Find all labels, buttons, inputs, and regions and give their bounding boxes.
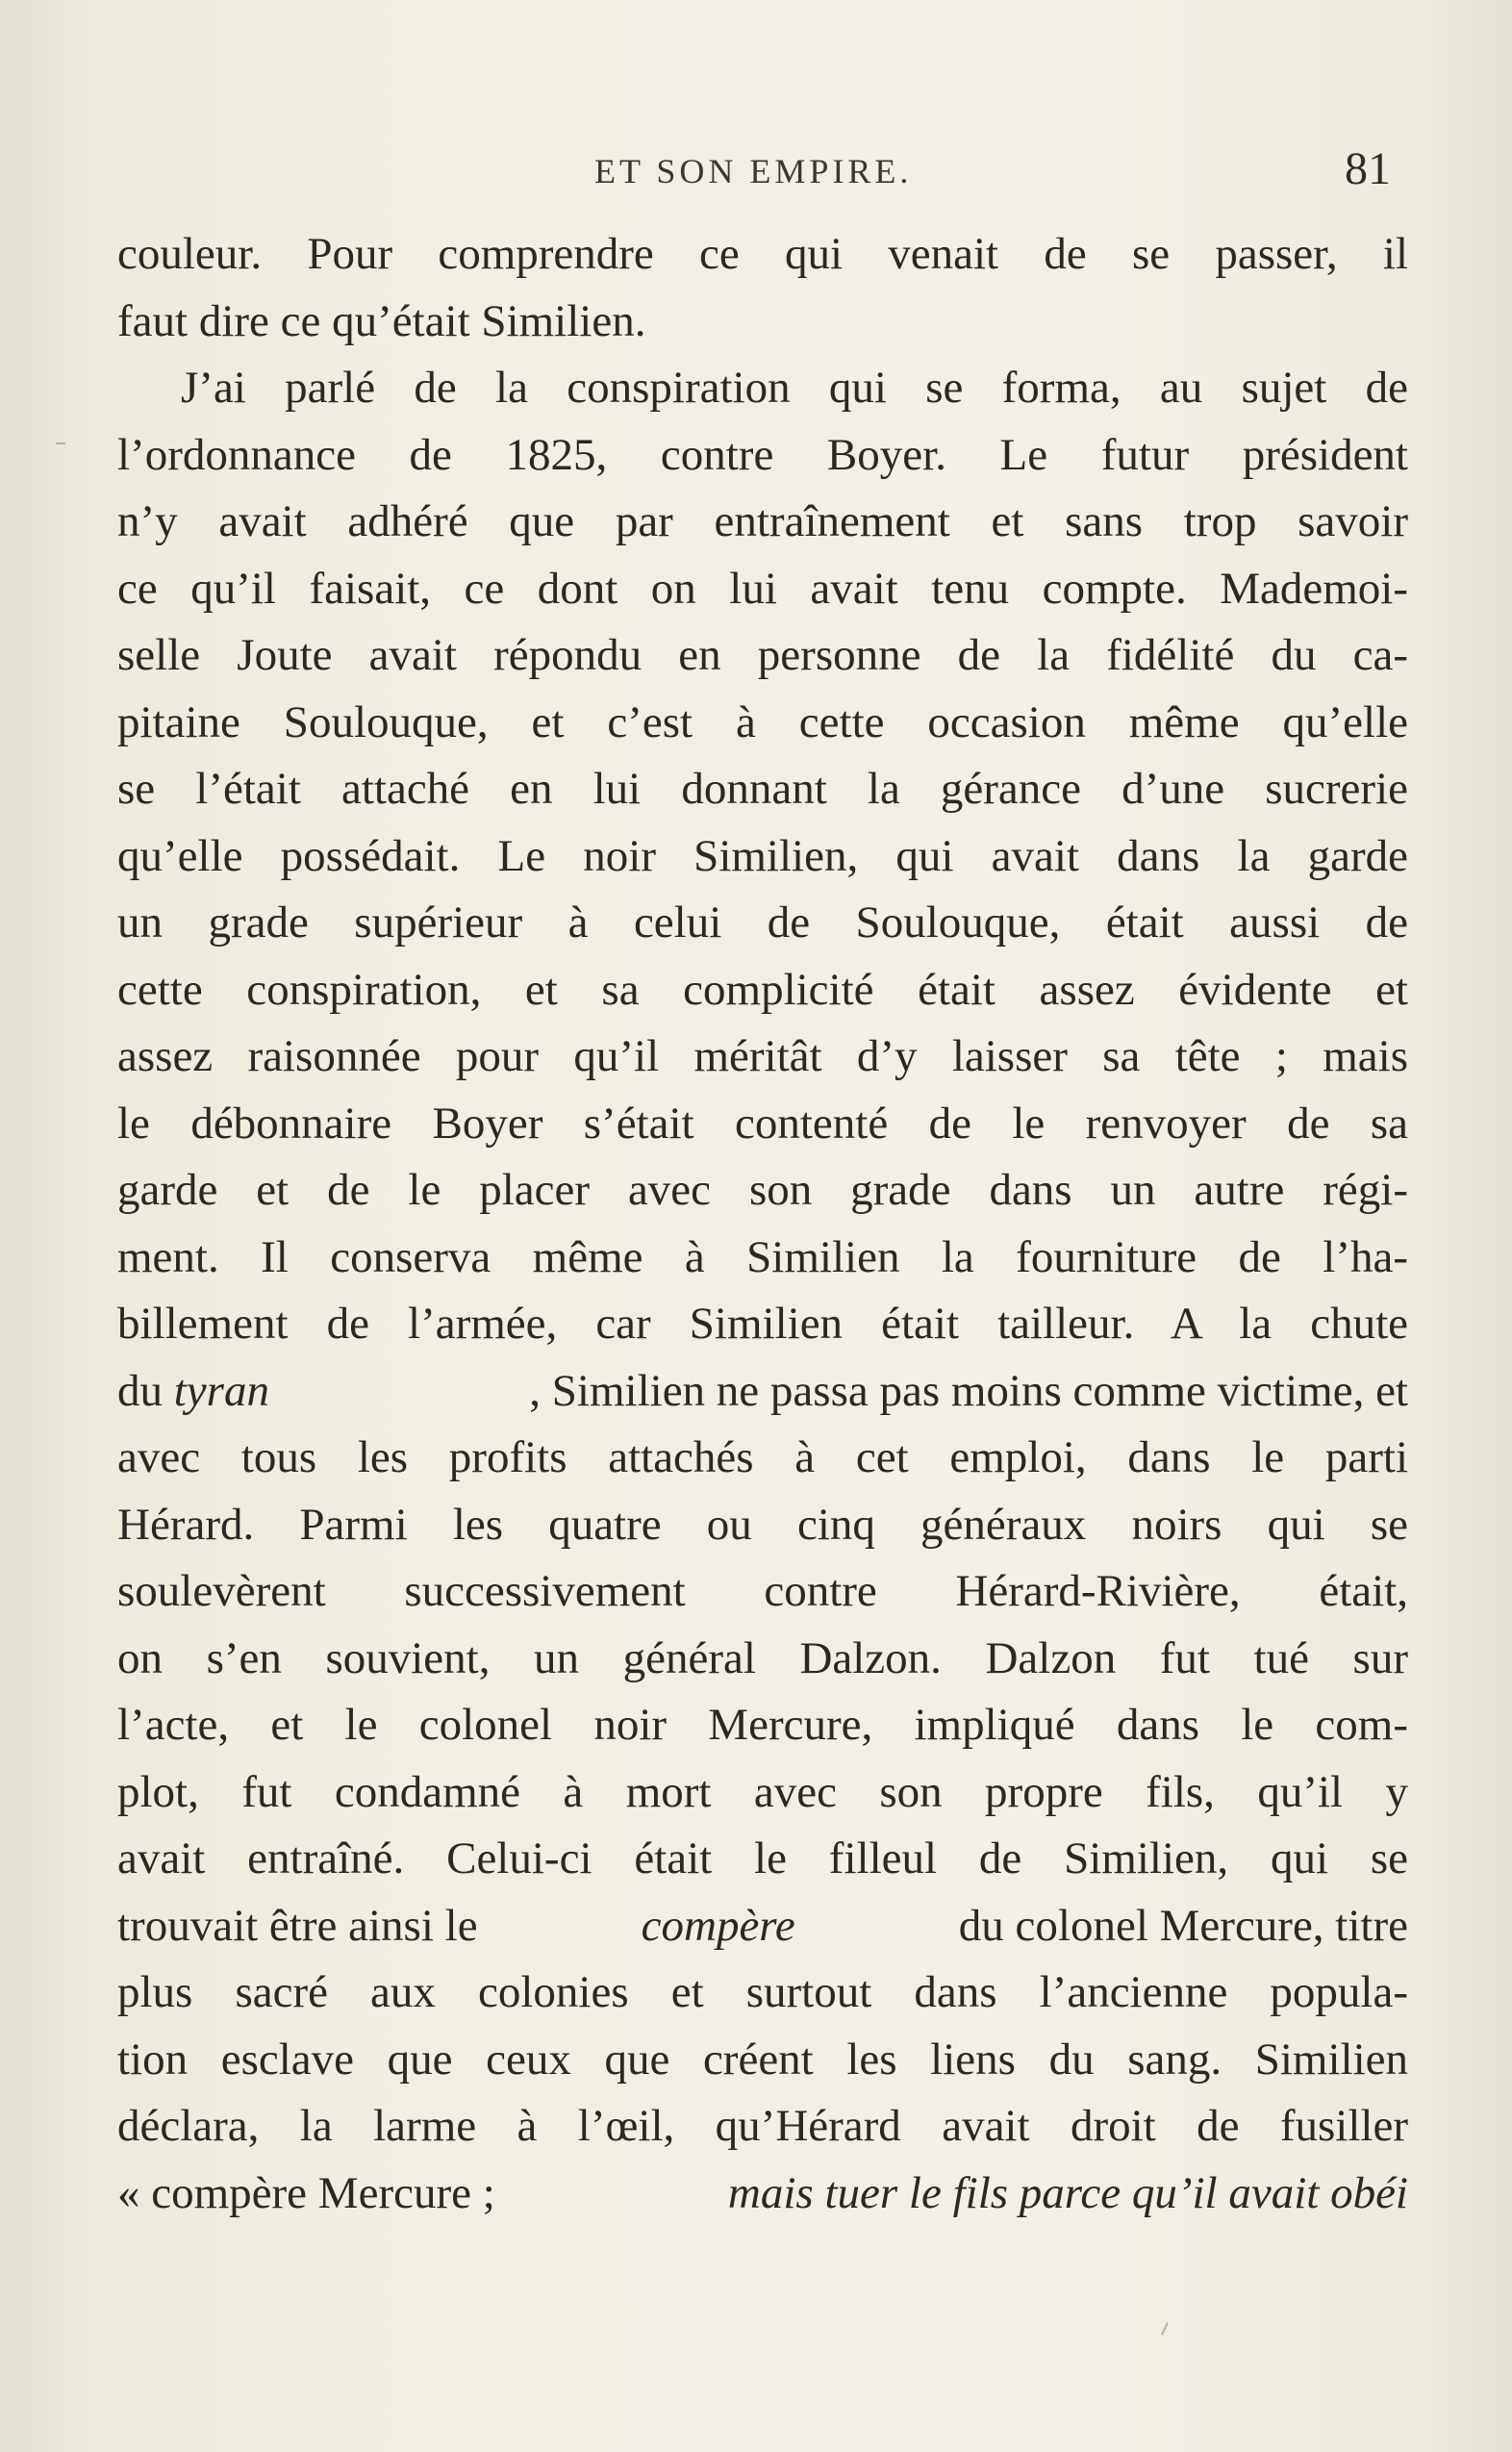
text-line: selle Joute avait répondu en personne de la fidélité du ca- — [117, 630, 1408, 680]
text-line — [117, 2161, 1408, 2228]
text-line: se l’était attaché en lui donnant la gérance d’une sucrerie — [117, 764, 1408, 814]
text-line — [117, 1358, 1408, 1426]
scan-speck — [1161, 2322, 1169, 2336]
text-line: le débonnaire Boyer s’était contenté de le renvoyer de sa — [117, 1098, 1408, 1149]
text-line: on s’en souvient, un général Dalzon. Dalzon fut tué sur — [117, 1632, 1408, 1683]
text-line: plot, fut condamné à mort avec son propre fils, qu’il y — [117, 1766, 1408, 1817]
text-line: ment. Il conserva même à Similien la fourniture de l’ha- — [117, 1231, 1408, 1282]
text-line — [117, 1893, 1408, 1960]
text-line: garde et de le placer avec son grade dans un autre régi- — [117, 1165, 1408, 1215]
body-text — [117, 221, 1408, 2227]
text-line: J’ai parlé de la conspiration qui se forma, au sujet de — [181, 363, 1408, 413]
page-number: 81 — [1345, 143, 1391, 194]
text-segment: du colonel Mercure, titre — [947, 1900, 1408, 1951]
text-line: un grade supérieur à celui de Soulouque, était aussi de — [117, 897, 1408, 948]
text-line: billement de l’armée, car Similien était tailleur. A la chute — [117, 1299, 1408, 1349]
text-line: cette conspiration, et sa complicité était assez évidente et — [117, 964, 1408, 1015]
text-line: l’ordonnance de 1825, contre Boyer. Le futur président — [117, 429, 1408, 480]
scan-speck — [56, 442, 65, 444]
text-line: Hérard. Parmi les quatre ou cinq généraux noirs qui se — [117, 1499, 1408, 1550]
text-line: assez raisonnée pour qu’il méritât d’y laisser sa tête ; mais — [117, 1031, 1408, 1081]
page-header — [0, 142, 1512, 200]
text-segment: trouvait être ainsi le — [117, 1900, 490, 1951]
italic-phrase: mais tuer le fils parce qu’il avait obéi — [727, 2167, 1408, 2218]
text-line: ce qu’il faisait, ce dont on lui avait tenu compte. Mademoi- — [117, 563, 1408, 614]
text-line: soulevèrent successivement contre Hérard-Rivière, était, — [117, 1566, 1408, 1616]
text-line: pitaine Soulouque, et c’est à cette occasion même qu’elle — [117, 696, 1408, 747]
text-line: avait entraîné. Celui-ci était le filleul de Similien, qui se — [117, 1833, 1408, 1883]
text-line: qu’elle possédait. Le noir Similien, qui avait dans la garde — [117, 830, 1408, 881]
text-line: faut dire ce qu’était Similien. — [117, 295, 646, 346]
text-line: n’y avait adhéré que par entraînement et sans trop savoir — [117, 496, 1408, 546]
text-line: déclara, la larme à l’œil, qu’Hérard avait droit de fusiller — [117, 2101, 1408, 2151]
text-line: plus sacré aux colonies et surtout dans l’ancienne popula- — [117, 1967, 1408, 2017]
text-line: couleur. Pour comprendre ce qui venait de se passer, il — [117, 229, 1408, 279]
italic-word: tyran — [173, 1365, 269, 1416]
text-line: tion esclave que ceux que créent les liens du sang. Similien — [117, 2034, 1408, 2085]
running-title: ET SON EMPIRE. — [594, 152, 913, 190]
text-segment: du — [117, 1365, 174, 1416]
text-line: l’acte, et le colonel noir Mercure, impliqué dans le com- — [117, 1700, 1408, 1750]
italic-word: compère — [641, 1900, 795, 1951]
text-line: avec tous les profits attachés à cet emploi, dans le parti — [117, 1432, 1408, 1482]
text-segment: « compère Mercure ; — [117, 2167, 507, 2218]
text-segment: , Similien ne passa pas moins comme victime, et — [529, 1365, 1408, 1416]
